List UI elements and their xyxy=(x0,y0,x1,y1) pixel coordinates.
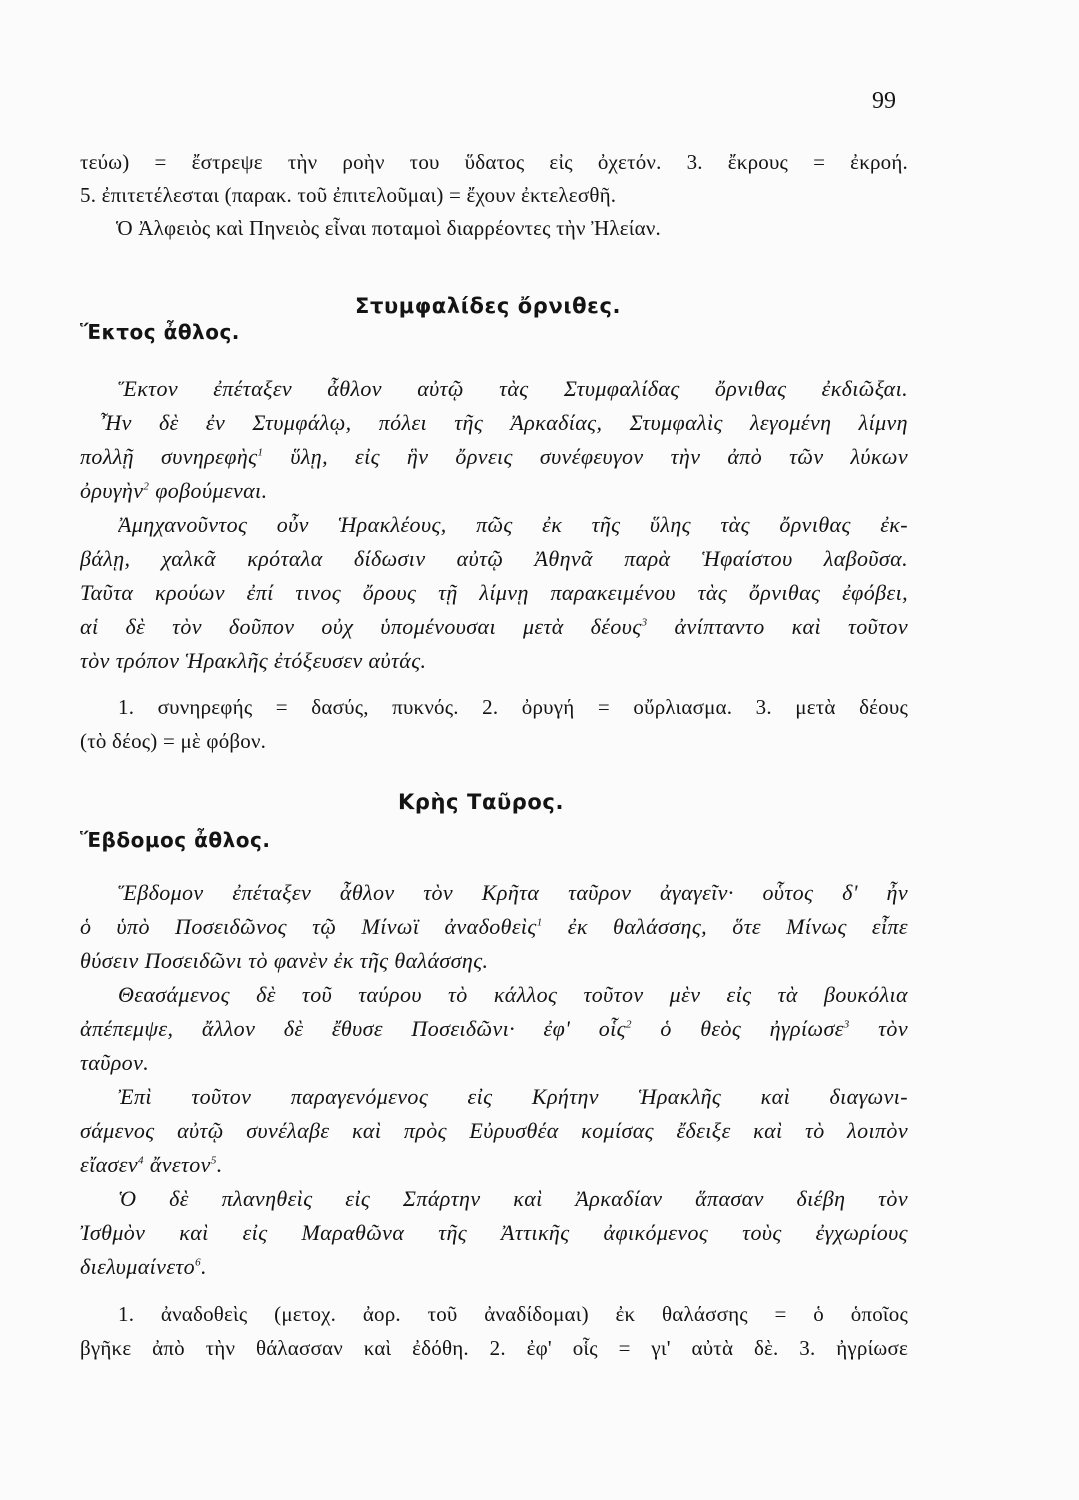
intro-note-line-1: τεύω) = ἔστρεψε τὴν ροὴν του ὕδατος εἰς ὀχετόν. 3. ἔκρους = ἐκροή. xyxy=(80,150,908,174)
text-line: Ἐπὶ τοῦτον παραγενόμενος εἰς Κρήτην Ἡρακλῆς καὶ διαγωνι- xyxy=(118,1084,908,1109)
text-line: Ὁ δὲ πλανηθεὶς εἰς Σπάρτην καὶ Ἀρκαδίαν ἅπασαν διέβη τὸν xyxy=(118,1186,908,1211)
text-line: αἱ δὲ τὸν δοῦπον οὐχ ὑπομένουσαι μετὰ δέους$^3$ ἀνίπταντο καὶ τοῦτον xyxy=(80,614,908,639)
text-line: Ἀμηχανοῦντος οὖν Ἡρακλέους, πῶς ἐκ τῆς ὕλης τὰς ὄρνιθας ἐκ- xyxy=(118,512,908,537)
text-line: σάμενος αὐτῷ συνέλαβε καὶ πρὸς Εὐρυσθέα κομίσας ἔδειξε καὶ τὸ λοιπὸν xyxy=(80,1118,908,1143)
text-line: ὁ ὑπὸ Ποσειδῶνος τῷ Μίνωϊ ἀναδοθεὶς$^1$ ἐκ θαλάσσης, ὅτε Μίνως εἶπε xyxy=(80,914,908,939)
text-line: ὀρυγὴν$^2$ φοβούμεναι. xyxy=(80,478,268,503)
footnote-line: 1. ἀναδοθεὶς (μετοχ. ἀορ. τοῦ ἀναδίδομαι) ἐκ θαλάσσης = ὁ ὁποῖος xyxy=(118,1302,908,1326)
text-line: πολλῇ συνηρεφὴς$^1$ ὕλῃ, εἰς ἣν ὄρνεις συνέφευγον τὴν ἀπὸ τῶν λύκων xyxy=(80,444,908,469)
text-line: εἴασεν$^4$ ἄνετον$^5$. xyxy=(80,1152,223,1177)
text-line: διελυμαίνετο$^6$. xyxy=(80,1254,207,1279)
text-line: θύσειν Ποσειδῶνι τὸ φανὲν ἐκ τῆς θαλάσσης. xyxy=(80,948,489,973)
section-title-cretan-bull: Κρὴς Ταῦρος. xyxy=(398,790,565,814)
page-number: 99 xyxy=(872,88,896,114)
footnote-line: (τὸ δέος) = μὲ φόβον. xyxy=(80,729,267,753)
footnote-line: βγῆκε ἀπὸ τὴν θάλασσαν καὶ ἐδόθη. 2. ἐφ' οἷς = γι' αὐτὰ δὲ. 3. ἠγρίωσε xyxy=(80,1336,908,1360)
intro-note-line-2: 5. ἐπιτετέλεσται (παρακ. τοῦ ἐπιτελοῦμαι) = ἔχουν ἐκτελεσθῆ. xyxy=(80,183,617,207)
section-label-seventh-labor: Ἕβδομος ἆθλος. xyxy=(80,828,271,852)
text-line: Ἦν δὲ ἐν Στυμφάλῳ, πόλει τῆς Ἀρκαδίας, Στυμφαλὶς λεγομένη λίμνη xyxy=(100,410,908,435)
intro-note-line-3: Ὁ Ἀλφειὸς καὶ Πηνειὸς εἶναι ποταμοὶ διαρρέοντες τὴν Ἠλείαν. xyxy=(116,216,661,240)
text-line: τὸν τρόπον Ἡρακλῆς ἐτόξευσεν αὐτάς. xyxy=(80,648,427,673)
text-line: ἀπέπεμψε, ἄλλον δὲ ἔθυσε Ποσειδῶνι· ἐφ' οἷς$^2$ ὁ θεὸς ἠγρίωσε$^3$ τὸν xyxy=(80,1016,908,1041)
text-line: Θεασάμενος δὲ τοῦ ταύρου τὸ κάλλος τοῦτον μὲν εἰς τὰ βουκόλια xyxy=(118,982,908,1007)
text-line: Ἕκτον ἐπέταξεν ἆθλον αὐτῷ τὰς Στυμφαλίδας ὄρνιθας ἐκδιῶξαι. xyxy=(118,376,908,401)
footnote-line: 1. συνηρεφής = δασύς, πυκνός. 2. ὀρυγή = οὔρλιασμα. 3. μετὰ δέους xyxy=(118,695,908,719)
section-title-stymphalian-birds: Στυμφαλίδες ὄρνιθες. xyxy=(355,294,622,318)
text-line: Ἰσθμὸν καὶ εἰς Μαραθῶνα τῆς Ἀττικῆς ἀφικόμενος τοὺς ἐγχωρίους xyxy=(80,1220,908,1245)
text-line: Ἕβδομον ἐπέταξεν ἆθλον τὸν Κρῆτα ταῦρον ἀγαγεῖν· οὗτος δ' ἦν xyxy=(118,880,908,905)
text-line: ταῦρον. xyxy=(80,1050,150,1075)
text-line: βάλῃ, χαλκᾶ κρόταλα δίδωσιν αὐτῷ Ἀθηνᾶ παρὰ Ἡφαίστου λαβοῦσα. xyxy=(80,546,908,571)
text-line: Ταῦτα κρούων ἐπί τινος ὄρους τῇ λίμνῃ παρακειμένου τὰς ὄρνιθας ἐφόβει, xyxy=(80,580,908,605)
section-label-sixth-labor: Ἕκτος ἆθλος. xyxy=(80,320,240,344)
